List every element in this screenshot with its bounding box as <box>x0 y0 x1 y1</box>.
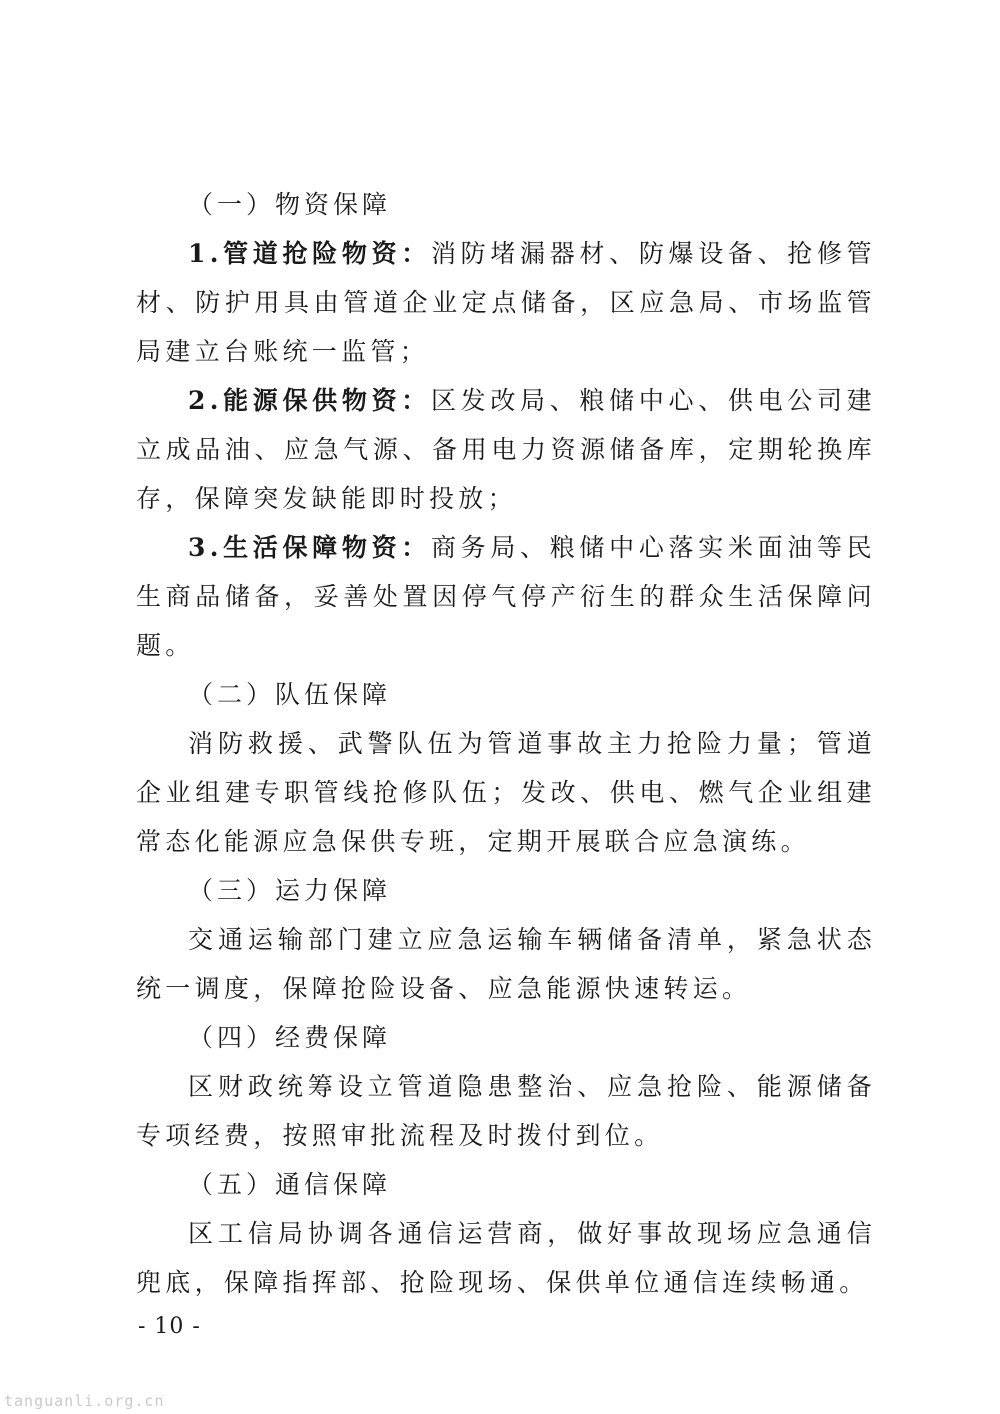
paragraph-communications: 区工信局协调各通信运营商，做好事故现场应急通信兜底，保障指挥部、抢险现场、保供单位通信连续畅通。 <box>136 1219 876 1297</box>
paragraph-funding: 区财政统筹设立管道隐患整治、应急抢险、能源储备专项经费，按照审批流程及时拨付到位。 <box>136 1072 876 1150</box>
paragraph-teams: 消防救援、武警队伍为管道事故主力抢险力量；管道企业组建专职管线抢修队伍；发改、供电、燃气企业组建常态化能源应急保供专班，定期开展联合应急演练。 <box>136 729 876 856</box>
section-heading-funding: （四）经费保障 <box>188 1023 392 1052</box>
item-lead: 3.生活保障物资： <box>188 533 431 562</box>
item-text: 区发改局、粮储中心、供电公司建立成品油、应急气源、备用电力资源储备库，定期轮换库存，保障突发缺能即时投放； <box>136 386 876 513</box>
paragraph-pipeline-materials <box>136 229 876 376</box>
watermark-text: tanguanli.org.cn <box>4 1392 165 1410</box>
paragraph-living-materials <box>136 523 876 670</box>
section-heading-transport: （三）运力保障 <box>188 876 392 905</box>
paragraph-transport: 交通运输部门建立应急运输车辆储备清单，紧急状态统一调度，保障抢险设备、应急能源快速转运。 <box>136 925 876 1003</box>
document-body <box>136 180 876 1307</box>
item-lead: 2.能源保供物资： <box>188 386 431 415</box>
paragraph-energy-materials <box>136 376 876 523</box>
item-lead: 1.管道抢险物资： <box>188 239 431 268</box>
page-number: - 10 - <box>138 1314 201 1339</box>
item-text: 商务局、粮储中心落实米面油等民生商品储备，妥善处置因停气停产衍生的群众生活保障问题。 <box>136 533 876 660</box>
item-text: 消防堵漏器材、防爆设备、抢修管材、防护用具由管道企业定点储备，区应急局、市场监管局建立台账统一监管； <box>136 239 876 366</box>
section-heading-teams: （二）队伍保障 <box>188 680 392 709</box>
section-heading-materials: （一）物资保障 <box>188 190 392 219</box>
section-heading-communications: （五）通信保障 <box>188 1170 392 1199</box>
